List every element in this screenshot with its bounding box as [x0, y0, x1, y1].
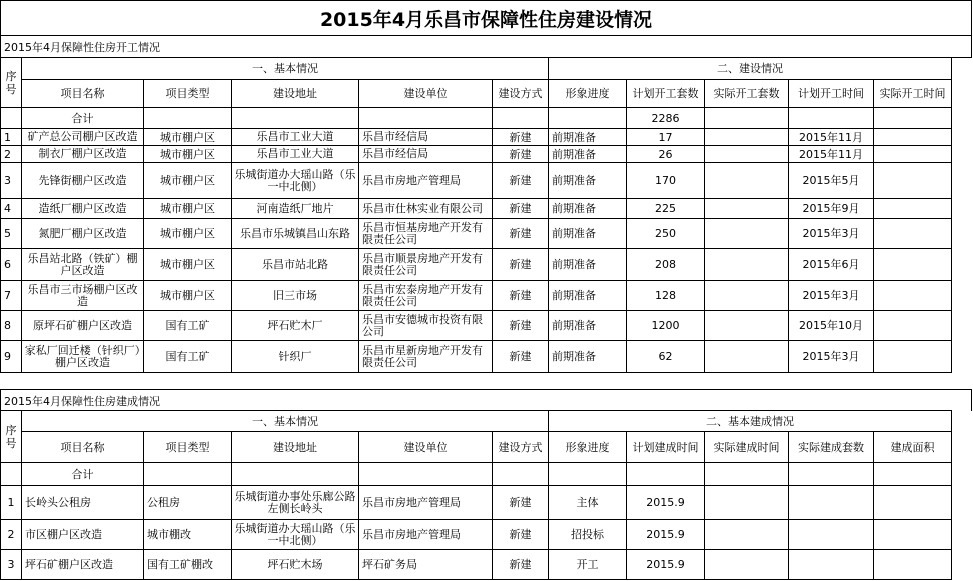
row-number: 8 — [1, 311, 22, 341]
build-address: 乐城街道办事处乐廊公路左侧长岭头 — [232, 486, 359, 520]
actual-count — [705, 129, 789, 146]
actual-finish-count — [789, 486, 874, 520]
build-mode: 新建 — [493, 520, 549, 550]
planned-time: 2015年9月 — [789, 199, 874, 219]
planned-count: 225 — [627, 199, 705, 219]
progress: 前期准备 — [549, 219, 627, 249]
start-column-header-row — [1, 80, 952, 108]
progress: 开工 — [549, 550, 627, 580]
build-mode: 新建 — [493, 249, 549, 281]
project-name: 坪石矿棚户区改造 — [22, 550, 144, 580]
total-blank — [705, 108, 789, 129]
actual-finish-count — [789, 520, 874, 550]
row-number: 6 — [1, 249, 22, 281]
total-blank — [549, 463, 627, 486]
done-table — [0, 410, 952, 580]
planned-time: 2015年10月 — [789, 311, 874, 341]
total-blank — [232, 463, 359, 486]
build-address: 坪石贮木场 — [232, 550, 359, 580]
build-mode: 新建 — [493, 486, 549, 520]
done-total-row — [1, 463, 952, 486]
planned-time: 2015年5月 — [789, 163, 874, 199]
start-section-title: 2015年4月保障性住房开工情况 — [0, 36, 972, 58]
project-type: 国有工矿 — [144, 311, 232, 341]
row-number: 4 — [1, 199, 22, 219]
total-blank — [493, 108, 549, 129]
planned-time: 2015年6月 — [789, 249, 874, 281]
actual-count — [705, 146, 789, 163]
project-name: 乐昌市三市场棚户区改造 — [22, 281, 144, 311]
column-header-actual: 实际开工套数 — [705, 80, 789, 108]
done-section-title: 2015年4月保障性住房建成情况 — [0, 389, 972, 411]
column-header-actual_time: 实际开工时间 — [874, 80, 952, 108]
row-number: 1 — [1, 486, 22, 520]
total-blank — [232, 108, 359, 129]
planned-time: 2015年3月 — [789, 219, 874, 249]
actual-time — [874, 281, 952, 311]
group-basic-header: 一、基本情况 — [22, 58, 549, 80]
build-address: 乐昌市站北路 — [232, 249, 359, 281]
build-unit: 乐昌市安德城市投资有限公司 — [359, 311, 493, 341]
build-mode: 新建 — [493, 281, 549, 311]
table-row — [1, 163, 952, 199]
actual-finish-time — [705, 520, 789, 550]
actual-count — [705, 219, 789, 249]
row-number: 7 — [1, 281, 22, 311]
build-unit: 坪石矿务局 — [359, 550, 493, 580]
actual-time — [874, 129, 952, 146]
project-type: 城市棚户区 — [144, 129, 232, 146]
column-header-type: 项目类型 — [144, 80, 232, 108]
row-number: 2 — [1, 146, 22, 163]
build-mode: 新建 — [493, 219, 549, 249]
planned-count: 26 — [627, 146, 705, 163]
table-row — [1, 199, 952, 219]
project-type: 城市棚户区 — [144, 249, 232, 281]
planned-count: 17 — [627, 129, 705, 146]
build-address: 乐城街道办大瑶山路（乐一中北侧） — [232, 163, 359, 199]
progress: 前期准备 — [549, 249, 627, 281]
project-type: 城市棚改 — [144, 520, 232, 550]
build-unit: 乐昌市房地产管理局 — [359, 163, 493, 199]
column-header-addr: 建设地址 — [232, 80, 359, 108]
project-name: 原坪石矿棚户区改造 — [22, 311, 144, 341]
actual-count — [705, 281, 789, 311]
build-mode: 新建 — [493, 311, 549, 341]
column-header-type: 项目类型 — [144, 432, 232, 463]
build-address: 旧三市场 — [232, 281, 359, 311]
actual-finish-time — [705, 550, 789, 580]
group-basic-header: 一、基本情况 — [22, 411, 549, 432]
start-group-header-row — [1, 58, 952, 80]
column-header-mode: 建设方式 — [493, 432, 549, 463]
progress: 主体 — [549, 486, 627, 520]
actual-count — [705, 163, 789, 199]
total-blank — [789, 463, 874, 486]
table-row — [1, 550, 952, 580]
progress: 前期准备 — [549, 163, 627, 199]
project-type: 城市棚户区 — [144, 163, 232, 199]
table-row — [1, 520, 952, 550]
page-title: 2015年4月乐昌市保障性住房建设情况 — [0, 0, 972, 36]
done-group-header-row — [1, 411, 952, 432]
planned-count: 208 — [627, 249, 705, 281]
total-blank — [144, 463, 232, 486]
build-unit: 乐昌市房地产管理局 — [359, 486, 493, 520]
progress: 前期准备 — [549, 199, 627, 219]
project-name: 家私厂回迁楼（针织厂）棚户区改造 — [22, 341, 144, 373]
column-header-unit: 建设单位 — [359, 432, 493, 463]
table-row — [1, 311, 952, 341]
actual-time — [874, 199, 952, 219]
start-total-row — [1, 108, 952, 129]
actual-time — [874, 311, 952, 341]
total-blank — [874, 108, 952, 129]
total-blank — [549, 108, 627, 129]
actual-time — [874, 219, 952, 249]
table-row — [1, 486, 952, 520]
project-name: 市区棚户区改造 — [22, 520, 144, 550]
column-header-name: 项目名称 — [22, 80, 144, 108]
project-type: 城市棚户区 — [144, 146, 232, 163]
planned-finish-time: 2015.9 — [627, 486, 705, 520]
row-number: 2 — [1, 520, 22, 550]
total-label: 合计 — [22, 108, 144, 129]
project-name: 先锋街棚户区改造 — [22, 163, 144, 199]
start-table — [0, 57, 952, 373]
build-address: 河南造纸厂地片 — [232, 199, 359, 219]
planned-finish-time: 2015.9 — [627, 520, 705, 550]
table-row — [1, 129, 952, 146]
table-row — [1, 281, 952, 311]
build-address: 乐昌市工业大道 — [232, 146, 359, 163]
total-blank — [493, 463, 549, 486]
table-row — [1, 341, 952, 373]
table-row — [1, 249, 952, 281]
project-name: 长岭头公租房 — [22, 486, 144, 520]
project-type: 国有工矿 — [144, 341, 232, 373]
done-column-header-row — [1, 432, 952, 463]
total-blank — [705, 463, 789, 486]
actual-time — [874, 249, 952, 281]
project-name: 造纸厂棚户区改造 — [22, 199, 144, 219]
column-header-progress: 形象进度 — [549, 432, 627, 463]
total-blank — [627, 463, 705, 486]
build-mode: 新建 — [493, 550, 549, 580]
build-unit: 乐昌市房地产管理局 — [359, 520, 493, 550]
build-unit: 乐昌市星新房地产开发有限责任公司 — [359, 341, 493, 373]
project-name: 矿产总公司棚户区改造 — [22, 129, 144, 146]
progress: 前期准备 — [549, 341, 627, 373]
actual-count — [705, 199, 789, 219]
build-mode: 新建 — [493, 129, 549, 146]
planned-count: 1200 — [627, 311, 705, 341]
row-number: 3 — [1, 163, 22, 199]
total-planned: 2286 — [627, 108, 705, 129]
planned-finish-time: 2015.9 — [627, 550, 705, 580]
planned-count: 170 — [627, 163, 705, 199]
finish-area — [874, 520, 952, 550]
build-unit: 乐昌市顺景房地产开发有限责任公司 — [359, 249, 493, 281]
progress: 前期准备 — [549, 129, 627, 146]
project-type: 城市棚户区 — [144, 219, 232, 249]
finish-area — [874, 550, 952, 580]
actual-finish-time — [705, 486, 789, 520]
build-address: 乐昌市乐城镇昌山东路 — [232, 219, 359, 249]
seq-header: 序 号 — [1, 411, 22, 463]
planned-time: 2015年3月 — [789, 341, 874, 373]
progress: 前期准备 — [549, 281, 627, 311]
planned-time: 2015年11月 — [789, 129, 874, 146]
progress: 招投标 — [549, 520, 627, 550]
project-type: 城市棚户区 — [144, 199, 232, 219]
table-row — [1, 219, 952, 249]
column-header-actual-time: 实际建成时间 — [705, 432, 789, 463]
column-header-unit: 建设单位 — [359, 80, 493, 108]
column-header-area: 建成面积 — [874, 432, 952, 463]
planned-count: 250 — [627, 219, 705, 249]
project-name: 制衣厂棚户区改造 — [22, 146, 144, 163]
seq-header: 序 号 — [1, 58, 22, 108]
column-header-progress: 形象进度 — [549, 80, 627, 108]
row-number: 5 — [1, 219, 22, 249]
build-unit: 乐昌市经信局 — [359, 146, 493, 163]
column-header-plan-time: 计划建成时间 — [627, 432, 705, 463]
finish-area — [874, 486, 952, 520]
group-build-header: 二、基本建成情况 — [549, 411, 952, 432]
total-blank — [1, 108, 22, 129]
progress: 前期准备 — [549, 311, 627, 341]
build-mode: 新建 — [493, 163, 549, 199]
build-mode: 新建 — [493, 341, 549, 373]
row-number: 3 — [1, 550, 22, 580]
column-header-planned: 计划开工套数 — [627, 80, 705, 108]
build-mode: 新建 — [493, 146, 549, 163]
build-address: 乐昌市工业大道 — [232, 129, 359, 146]
planned-time: 2015年3月 — [789, 281, 874, 311]
total-blank — [359, 463, 493, 486]
project-type: 城市棚户区 — [144, 281, 232, 311]
total-blank — [144, 108, 232, 129]
total-blank — [789, 108, 874, 129]
build-address: 坪石贮木厂 — [232, 311, 359, 341]
table-row — [1, 146, 952, 163]
actual-time — [874, 341, 952, 373]
build-unit: 乐昌市恒基房地产开发有限责任公司 — [359, 219, 493, 249]
column-header-mode: 建设方式 — [493, 80, 549, 108]
column-header-addr: 建设地址 — [232, 432, 359, 463]
row-number: 9 — [1, 341, 22, 373]
column-header-name: 项目名称 — [22, 432, 144, 463]
planned-count: 128 — [627, 281, 705, 311]
build-address: 针织厂 — [232, 341, 359, 373]
actual-count — [705, 249, 789, 281]
group-build-header: 二、建设情况 — [549, 58, 952, 80]
total-label: 合计 — [22, 463, 144, 486]
row-number: 1 — [1, 129, 22, 146]
planned-count: 62 — [627, 341, 705, 373]
column-header-actual-count: 实际建成套数 — [789, 432, 874, 463]
total-blank — [874, 463, 952, 486]
project-type: 国有工矿棚改 — [144, 550, 232, 580]
actual-finish-count — [789, 550, 874, 580]
project-name: 乐昌站北路（铁矿）棚户区改造 — [22, 249, 144, 281]
build-unit: 乐昌市经信局 — [359, 129, 493, 146]
actual-count — [705, 311, 789, 341]
total-blank — [359, 108, 493, 129]
actual-time — [874, 163, 952, 199]
planned-time: 2015年11月 — [789, 146, 874, 163]
build-mode: 新建 — [493, 199, 549, 219]
column-header-time: 计划开工时间 — [789, 80, 874, 108]
project-name: 氮肥厂棚户区改造 — [22, 219, 144, 249]
build-unit: 乐昌市仕林实业有限公司 — [359, 199, 493, 219]
build-unit: 乐昌市宏泰房地产开发有限责任公司 — [359, 281, 493, 311]
progress: 前期准备 — [549, 146, 627, 163]
project-type: 公租房 — [144, 486, 232, 520]
actual-count — [705, 341, 789, 373]
total-blank — [1, 463, 22, 486]
build-address: 乐城街道办大瑶山路（乐一中北侧） — [232, 520, 359, 550]
actual-time — [874, 146, 952, 163]
